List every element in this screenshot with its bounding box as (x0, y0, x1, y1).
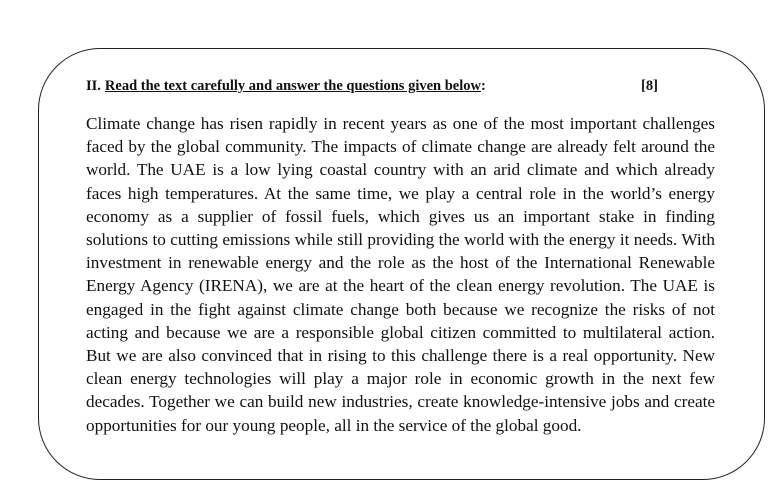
section-instruction: Read the text carefully and answer the questions given below (104, 78, 481, 94)
section-number: II. (86, 78, 101, 94)
section-heading (86, 76, 666, 96)
reading-passage: Climate change has risen rapidly in recent years as one of the most important challenges faced by the global community. The impacts of climate change are already felt around the world. The UAE is a low lying coastal country with an arid climate and which already faces high temperatures. At the same time, we play a central role in the world’s energy economy as a supplier of fossil fuels, which gives us an important stake in finding solutions to cutting emissions while still providing the world with the energy it needs. With investment in renewable energy and the role as the host of the International Renewable Energy Agency (IRENA), we are at the heart of the clean energy revolution. The UAE is engaged in the fight against climate change both because we recognize the risks of not acting and because we are a responsible global citizen committed to multilateral action. But we are also convinced that in rising to this challenge there is a real opportunity. New clean energy technologies will play a major role in economic growth in the next few decades. Together we can build new industries, create knowledge-intensive jobs and create opportunities for our young people, all in the service of the global good. (86, 114, 715, 435)
instruction-colon: : (480, 78, 486, 94)
section-marks: [8] (641, 78, 658, 94)
